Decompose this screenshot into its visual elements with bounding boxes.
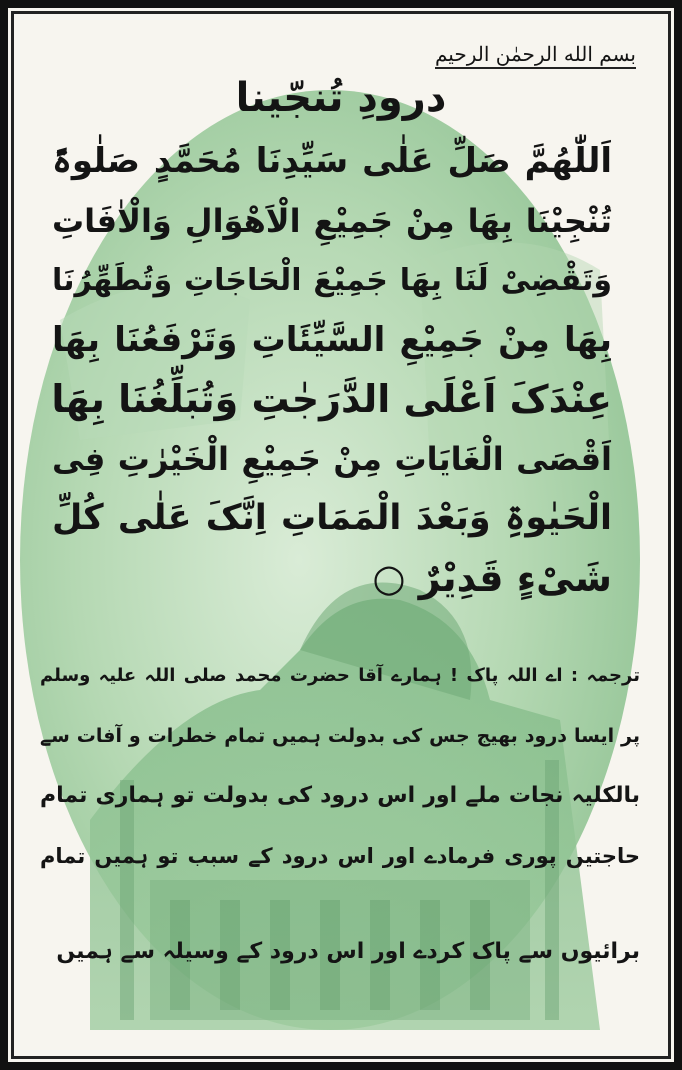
arabic-prayer-text — [52, 132, 612, 608]
arabic-line: تُنْجِیْنَا بِھَا مِنْ جَمِیْعِ الْاَھْوَالِ وَالْاٰفَاتِ — [52, 201, 612, 240]
arabic-line: شَیْءٍ قَدِیْرٌ ○ — [372, 555, 612, 600]
page-title: درودِ تُنجّينا — [235, 75, 447, 121]
translation-line: حاجتیں پوری فرمادے اور اس درود کے سبب تو ہمیں تمام — [40, 844, 640, 868]
arabic-line: الْحَیٰوۃِ وَبَعْدَ الْمَمَاتِ اِنَّکَ عَلٰی کُلِّ — [52, 498, 612, 538]
arabic-line: اَللّٰھُمَّ صَلِّ عَلٰی سَیِّدِنَا مُحَمَّدٍ صَلٰوۃً — [52, 141, 612, 181]
urdu-translation — [40, 646, 640, 982]
translation-line: پر ایسا درود بھیج جس کی بدولت ہمیں تمام خطرات و آفات سے — [40, 725, 640, 747]
arabic-line: عِنْدَکَ اَعْلَی الدَّرَجٰتِ وَتُبَلِّغُنَا بِھَا — [51, 377, 612, 421]
translation-line: برائیوں سے پاک کردے اور اس درود کے وسیلہ سے ہمیں — [56, 939, 640, 964]
translation-line: بالکلیہ نجات ملے اور اس درود کی بدولت تو ہماری تمام — [40, 783, 640, 808]
basmala-heading: بسم الله الرحمٰن الرحيم — [435, 44, 636, 69]
arabic-line: وَتَقْضِیْ لَنَا بِھَا جَمِیْعَ الْحَاجَاتِ وَتُطَھِّرُنَا — [52, 263, 612, 298]
arabic-line: بِھَا مِنْ جَمِیْعِ السَّیِّئَاتِ وَتَرْفَعُنَا بِھَا — [52, 319, 612, 360]
translation-line: ترجمہ : اے اللہ پاک ! ہمارے آقا حضرت محمد صلی اللہ علیہ وسلم — [40, 665, 640, 686]
arabic-line: اَقْصَی الْغَایَاتِ مِنْ جَمِیْعِ الْخَیْرٰتِ فِی — [52, 439, 612, 478]
